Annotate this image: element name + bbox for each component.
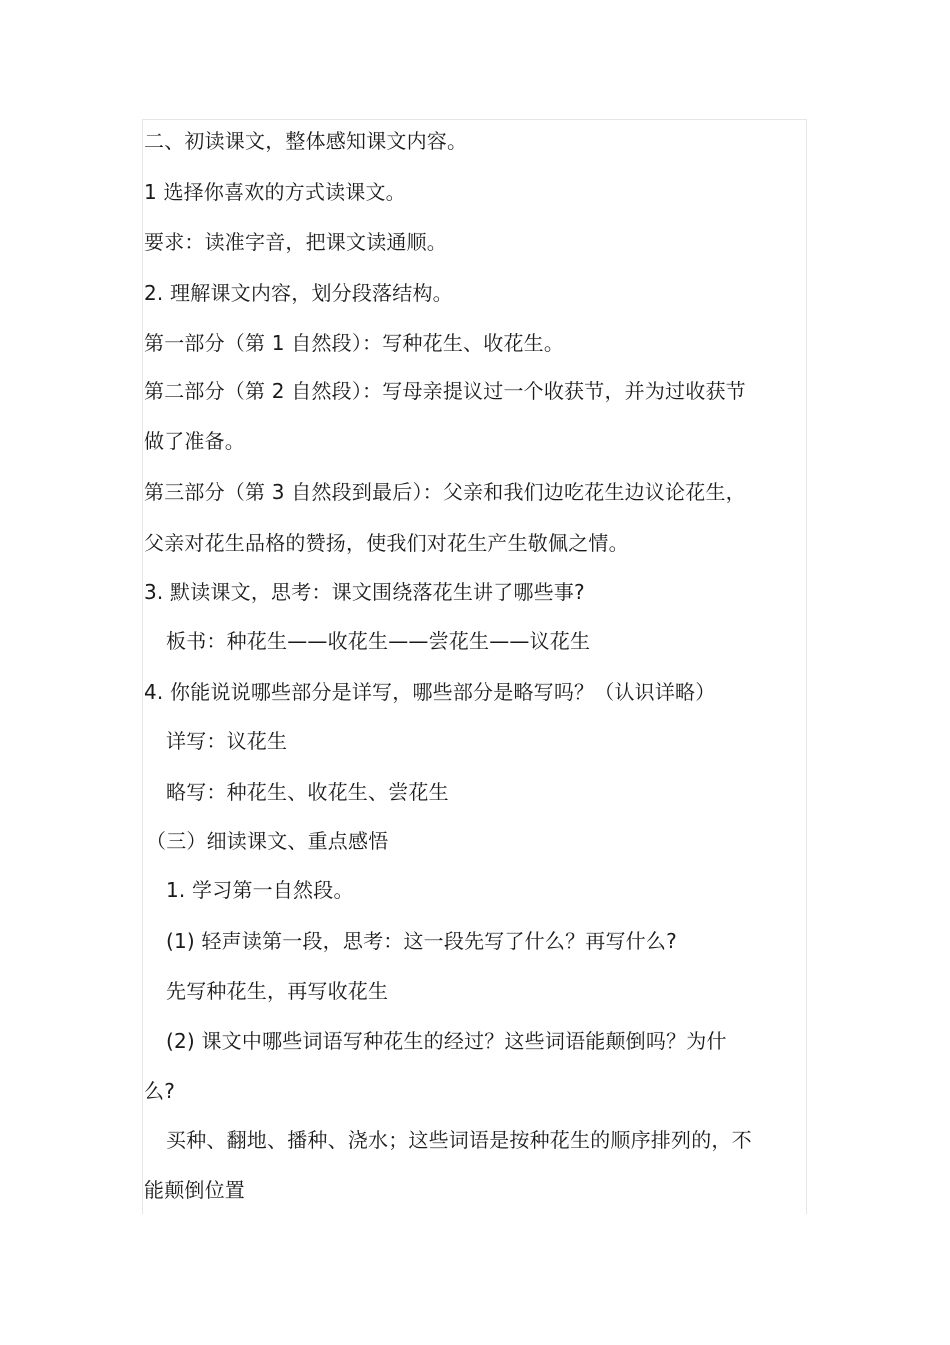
- answer-2-continued: 能颠倒位置: [144, 1178, 245, 1202]
- step-1-read-aloud: 1 选择你喜欢的方式读课文。: [144, 180, 406, 204]
- step-3-silent-reading: 3. 默读课文，思考：课文围绕落花生讲了哪些事?: [144, 580, 585, 604]
- section-heading-close-reading: （三）细读课文、重点感悟: [146, 829, 389, 853]
- detailed-part: 详写：议花生: [166, 729, 288, 753]
- question-2-continued: 么?: [144, 1079, 176, 1103]
- part-three-continued: 父亲对花生品格的赞扬，使我们对花生产生敬佩之情。: [144, 531, 629, 555]
- requirement-text: 要求：读准字音，把课文读通顺。: [144, 230, 447, 254]
- part-one-text: 第一部分（第 1 自然段）：写种花生、收花生。: [144, 331, 565, 355]
- blackboard-summary: 板书：种花生——收花生——尝花生——议花生: [166, 629, 591, 653]
- part-two-text: 第二部分（第 2 自然段）：写母亲提议过一个收获节，并为过收获节: [144, 379, 746, 403]
- section-heading-initial-reading: 二、初读课文，整体感知课文内容。: [144, 129, 468, 153]
- answer-1: 先写种花生，再写收花生: [166, 979, 389, 1003]
- brief-part: 略写：种花生、收花生、尝花生: [166, 780, 449, 804]
- answer-2: 买种、翻地、播种、浇水；这些词语是按种花生的顺序排列的，不: [166, 1128, 752, 1152]
- question-1: (1) 轻声读第一段，思考：这一段先写了什么？再写什么?: [166, 929, 677, 953]
- part-three-text: 第三部分（第 3 自然段到最后）：父亲和我们边吃花生边议论花生，: [144, 480, 746, 504]
- step-4-detail-brief: 4. 你能说说哪些部分是详写，哪些部分是略写吗？（认识详略）: [144, 680, 716, 704]
- question-2: (2) 课文中哪些词语写种花生的经过？这些词语能颠倒吗？为什: [166, 1029, 727, 1053]
- part-two-continued: 做了准备。: [144, 429, 245, 453]
- study-paragraph-one: 1. 学习第一自然段。: [166, 878, 354, 902]
- step-2-structure: 2. 理解课文内容，划分段落结构。: [144, 281, 453, 305]
